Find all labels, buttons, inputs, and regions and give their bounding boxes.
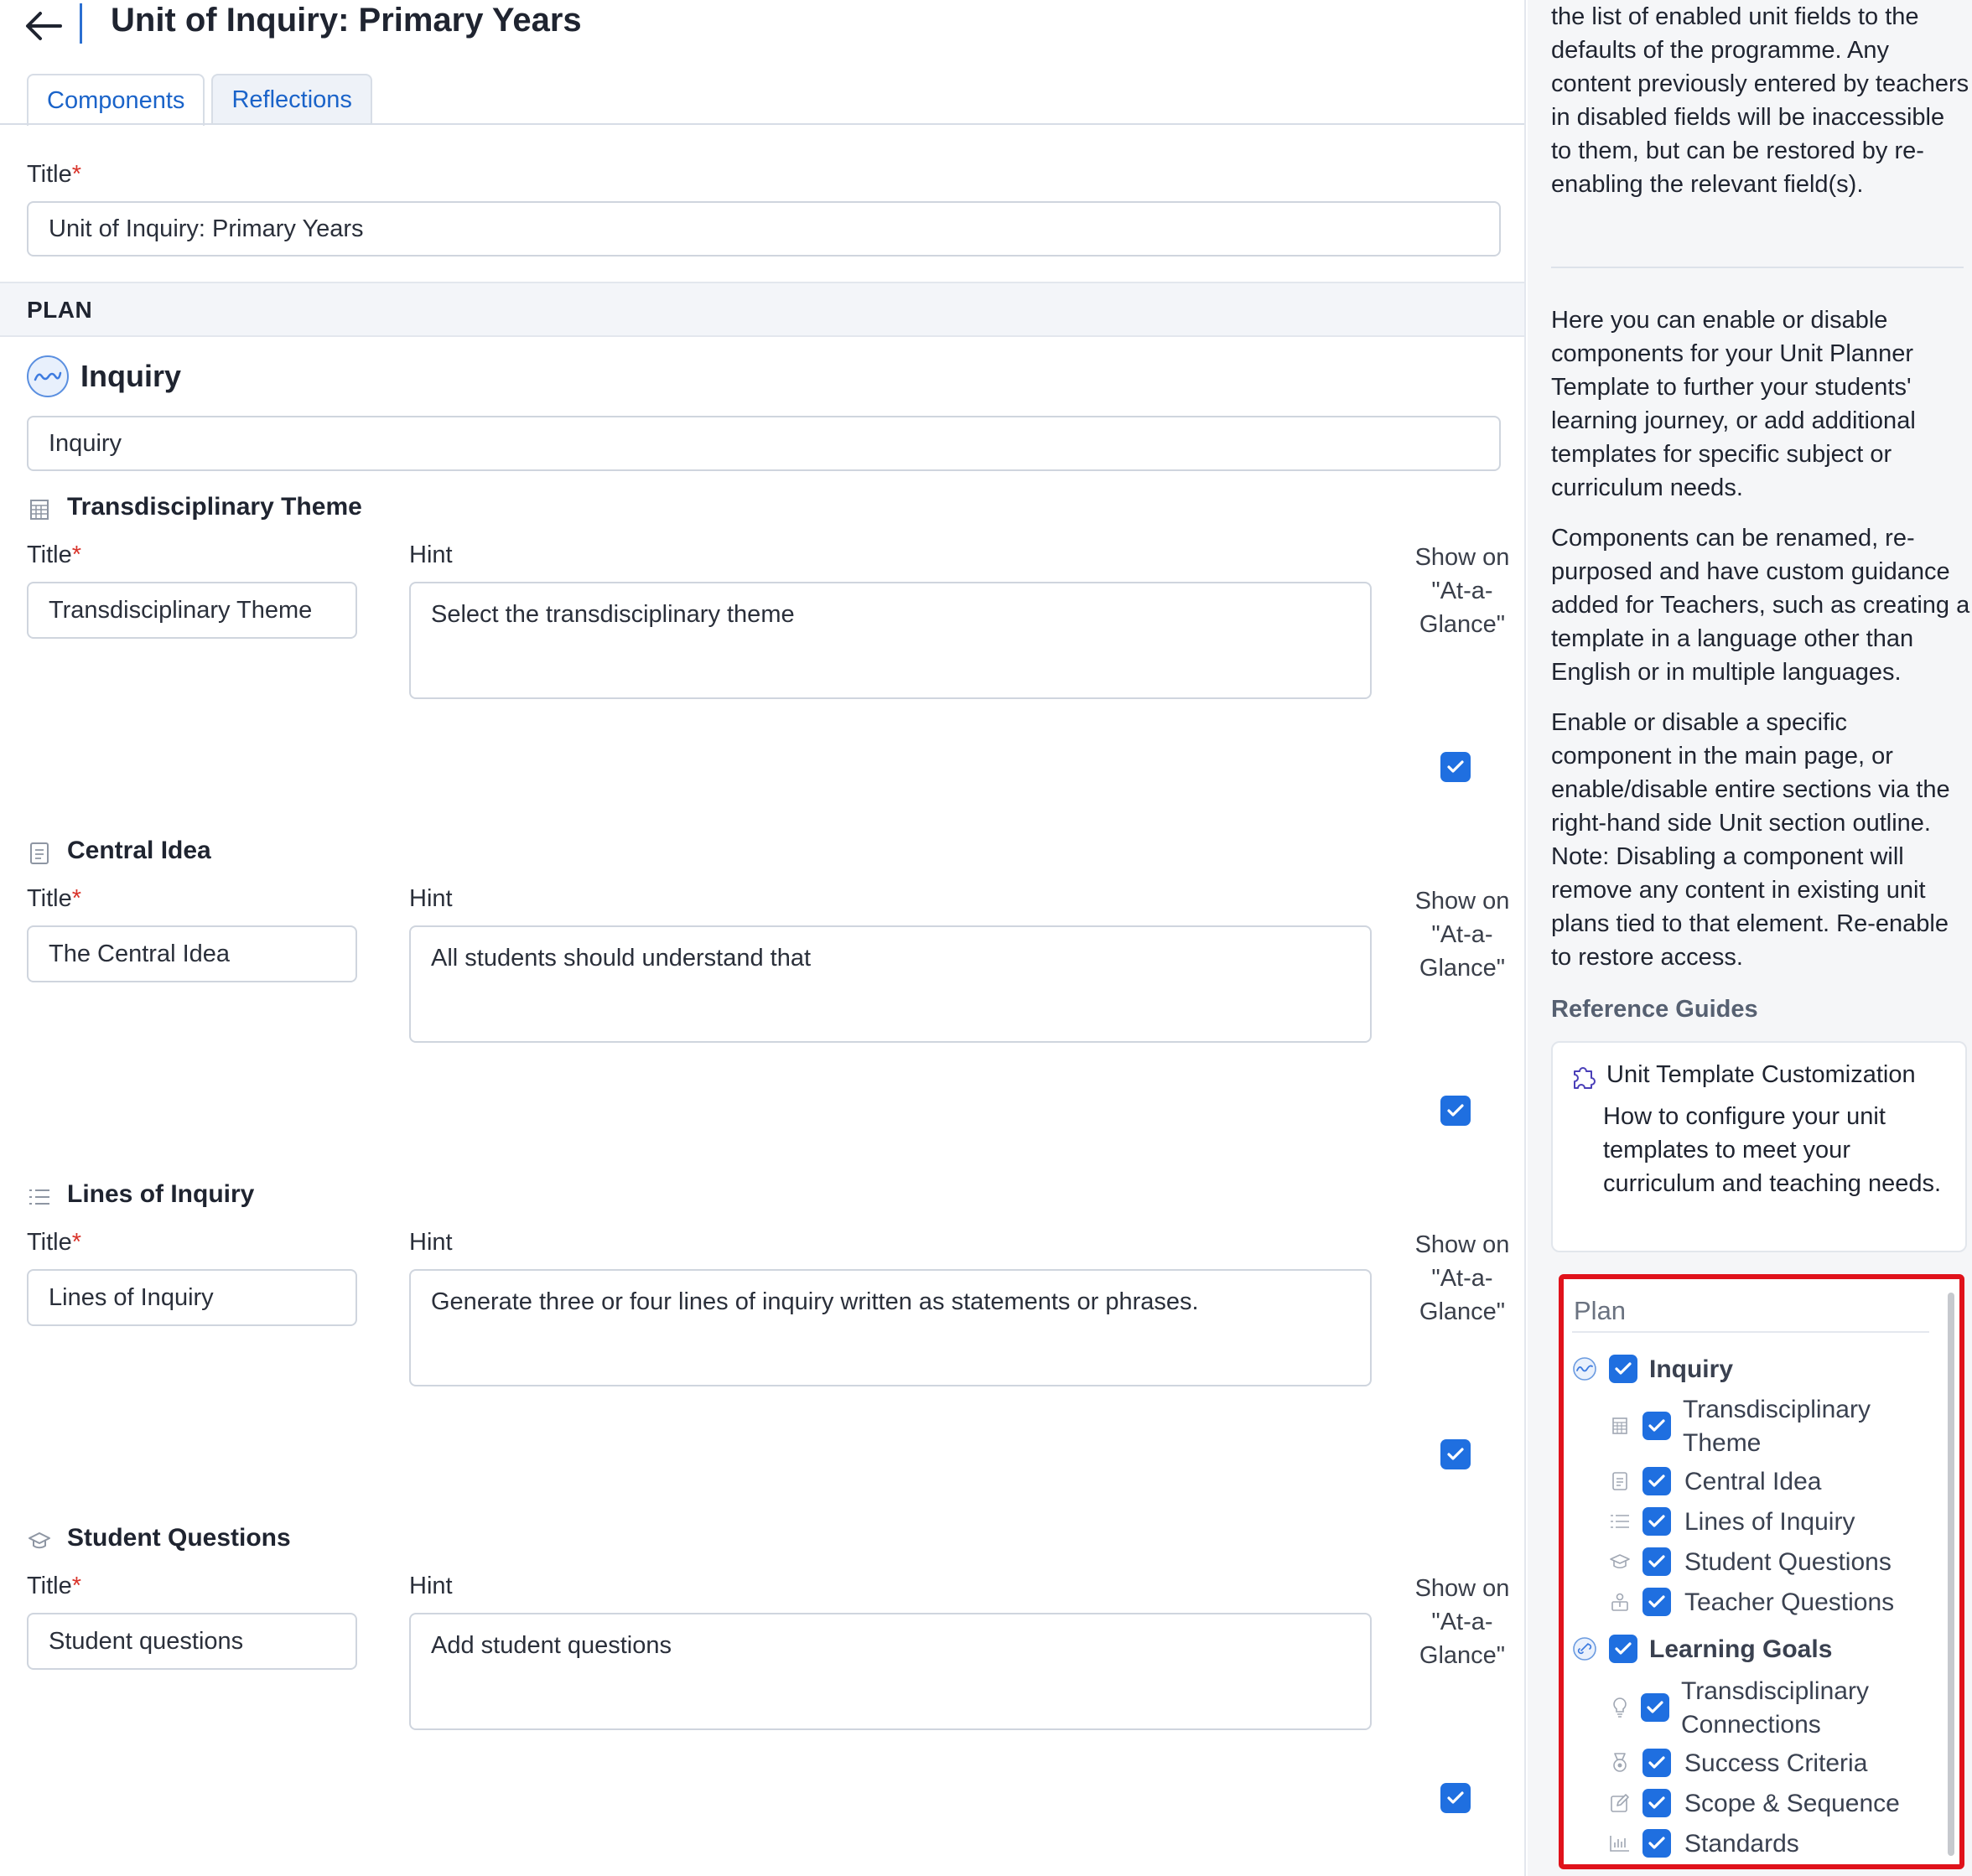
component-title-transdisciplinary-theme: Transdisciplinary Theme — [67, 493, 362, 521]
component-title-input[interactable]: The Central Idea — [27, 925, 357, 982]
outline-item-label: Teacher Questions — [1684, 1588, 1895, 1616]
arrow-left-icon — [25, 11, 62, 41]
outline-heading: Plan — [1572, 1288, 1929, 1333]
outline-checkbox[interactable] — [1642, 1789, 1671, 1817]
check-icon — [1614, 1361, 1632, 1376]
component-hint-input[interactable]: Generate three or four lines of inquiry written as statements or phrases. — [409, 1269, 1372, 1386]
graduation-cap-icon — [27, 1528, 52, 1553]
component-title-input[interactable]: Lines of Inquiry — [27, 1269, 357, 1326]
check-icon — [1446, 1790, 1465, 1806]
check-icon — [1648, 1796, 1666, 1811]
outline-checkbox[interactable] — [1642, 1588, 1671, 1616]
required-mark: * — [71, 1573, 82, 1599]
help-paragraph: Enable or disable a specific component in the main page, or enable/disable entire sections via the right-hand side Unit section outline. Note: Disabling a component will remove any content in existing unit plans tied to that element. Re-enable to restore access. — [1551, 709, 1950, 971]
required-mark: * — [71, 1229, 82, 1256]
component-hint-label: Hint — [409, 542, 453, 568]
tab-reflections[interactable]: Reflections — [211, 74, 371, 124]
inquiry-heading: Inquiry — [80, 359, 182, 393]
help-paragraph: Here you can enable or disable components for your Unit Planner Template to further your students' learning journey, or add additional templates for specific subject or curriculum needs. — [1551, 307, 1916, 501]
show-at-a-glance-label: Show on "At-a-Glance" — [1414, 1231, 1510, 1325]
component-title-label — [27, 1229, 81, 1257]
outline-item-label: Scope & Sequence — [1684, 1790, 1900, 1817]
document-icon — [1607, 1469, 1632, 1494]
outline-checkbox[interactable] — [1642, 1547, 1671, 1576]
list-icon — [27, 1184, 52, 1210]
required-mark: * — [71, 161, 82, 188]
document-icon — [27, 841, 52, 866]
show-at-a-glance-checkbox[interactable] — [1440, 752, 1471, 782]
outline-checkbox[interactable] — [1609, 1635, 1637, 1663]
reference-guides-heading: Reference Guides — [1551, 996, 1758, 1023]
outline-checkbox[interactable] — [1642, 1467, 1671, 1495]
unit-section-outline — [1559, 1274, 1964, 1869]
outline-checkbox[interactable] — [1642, 1829, 1671, 1858]
unit-title-label-text: Title — [27, 161, 72, 188]
outline-checkbox[interactable] — [1609, 1355, 1637, 1383]
check-icon — [1648, 1554, 1666, 1569]
component-title-label — [27, 885, 81, 913]
grid-icon — [1607, 1413, 1632, 1438]
component-hint-input[interactable]: Add student questions — [409, 1613, 1372, 1730]
outline-item-label: Learning Goals — [1649, 1635, 1833, 1663]
title-label-text: Title — [27, 885, 72, 912]
teacher-icon — [1607, 1589, 1632, 1614]
outline-checkbox[interactable] — [1641, 1693, 1669, 1722]
check-icon — [1446, 1103, 1465, 1118]
top-bar — [0, 0, 1526, 50]
unit-title-label — [27, 161, 81, 189]
component-title-input[interactable]: Student questions — [27, 1613, 357, 1670]
show-at-a-glance-checkbox[interactable] — [1440, 1439, 1471, 1469]
outline-item-label: Success Criteria — [1684, 1749, 1868, 1777]
help-paragraph: Components can be renamed, re-purposed and have custom guidance added for Teachers, such as creating a template in a language other than English or in multiple languages. — [1551, 525, 1970, 686]
title-label-text: Title — [27, 1573, 72, 1599]
medal-icon — [1607, 1750, 1632, 1775]
check-icon — [1648, 1474, 1666, 1489]
component-title-label — [27, 1573, 81, 1600]
title-separator — [80, 3, 82, 44]
graduation-cap-icon — [1607, 1549, 1632, 1574]
bar-chart-icon — [1607, 1831, 1632, 1856]
component-hint-input[interactable]: All students should understand that — [409, 925, 1372, 1043]
outline-item-label: Standards — [1684, 1830, 1799, 1858]
title-label-text: Title — [27, 542, 72, 568]
required-mark: * — [71, 885, 82, 912]
component-hint-label: Hint — [409, 885, 453, 912]
outline-scrollbar[interactable] — [1948, 1293, 1954, 1856]
puzzle-icon — [1570, 1061, 1598, 1090]
outline-item-label: Inquiry — [1649, 1355, 1734, 1383]
tab-divider — [0, 123, 1526, 125]
plan-section-header — [0, 282, 1526, 337]
outline-item-label: Transdisciplinary Theme — [1683, 1396, 1871, 1457]
back-button[interactable] — [22, 7, 65, 45]
grid-icon — [27, 497, 52, 522]
title-label-text: Title — [27, 1229, 72, 1256]
check-icon — [1648, 1514, 1666, 1529]
check-icon — [1646, 1700, 1664, 1715]
component-hint-label: Hint — [409, 1229, 453, 1256]
show-at-a-glance-checkbox[interactable] — [1440, 1783, 1471, 1813]
outline-item-label: Transdisciplinary Connections — [1681, 1677, 1869, 1739]
check-icon — [1446, 1447, 1465, 1462]
wave-icon — [27, 355, 69, 397]
check-icon — [1648, 1836, 1666, 1851]
divider — [1551, 267, 1964, 268]
check-icon — [1446, 759, 1465, 775]
outline-item-label: Student Questions — [1684, 1548, 1892, 1576]
outline-checkbox[interactable] — [1642, 1412, 1671, 1440]
component-title-input[interactable]: Transdisciplinary Theme — [27, 582, 357, 639]
component-hint-input[interactable]: Select the transdisciplinary theme — [409, 582, 1372, 699]
component-title-lines-of-inquiry: Lines of Inquiry — [67, 1180, 255, 1208]
inquiry-title-input[interactable]: Inquiry — [27, 416, 1501, 471]
check-icon — [1614, 1641, 1632, 1656]
edit-icon — [1607, 1790, 1632, 1816]
reference-guide-card[interactable] — [1551, 1041, 1967, 1252]
component-hint-label: Hint — [409, 1573, 453, 1599]
list-icon — [1607, 1509, 1632, 1534]
lightbulb-icon — [1607, 1695, 1632, 1720]
show-at-a-glance-label: Show on "At-a-Glance" — [1414, 544, 1510, 638]
reference-guide-title: Unit Template Customization — [1606, 1061, 1916, 1088]
outline-checkbox[interactable] — [1642, 1749, 1671, 1777]
required-mark: * — [71, 542, 82, 568]
tab-components[interactable]: Components — [27, 74, 205, 126]
show-at-a-glance-label: Show on "At-a-Glance" — [1414, 888, 1510, 982]
check-icon — [1648, 1594, 1666, 1609]
link-icon — [1572, 1636, 1597, 1661]
component-title-central-idea: Central Idea — [67, 837, 211, 864]
unit-title-input[interactable]: Unit of Inquiry: Primary Years — [27, 201, 1501, 257]
help-paragraph: the list of enabled unit fields to the defaults of the programme. Any content previously entered by teachers in disabled fields will be inaccessible to them, but can be restored by re-enabling the relevant field(s). — [1551, 3, 1969, 198]
page-title: Unit of Inquiry: Primary Years — [111, 2, 582, 39]
component-title-student-questions: Student Questions — [67, 1524, 291, 1552]
outline-item-label: Central Idea — [1684, 1468, 1822, 1495]
plan-section-label: PLAN — [27, 297, 93, 323]
check-icon — [1648, 1755, 1666, 1770]
show-at-a-glance-label: Show on "At-a-Glance" — [1414, 1575, 1510, 1669]
check-icon — [1648, 1418, 1666, 1433]
wave-icon — [1572, 1356, 1597, 1381]
outline-checkbox[interactable] — [1642, 1507, 1671, 1536]
component-title-label — [27, 542, 81, 569]
show-at-a-glance-checkbox[interactable] — [1440, 1096, 1471, 1126]
help-sidebar — [1528, 0, 1972, 1876]
tab-bar — [27, 74, 379, 124]
outline-item-label: Lines of Inquiry — [1684, 1508, 1855, 1536]
reference-guide-description: How to configure your unit templates to meet your curriculum and teaching needs. — [1603, 1103, 1942, 1197]
